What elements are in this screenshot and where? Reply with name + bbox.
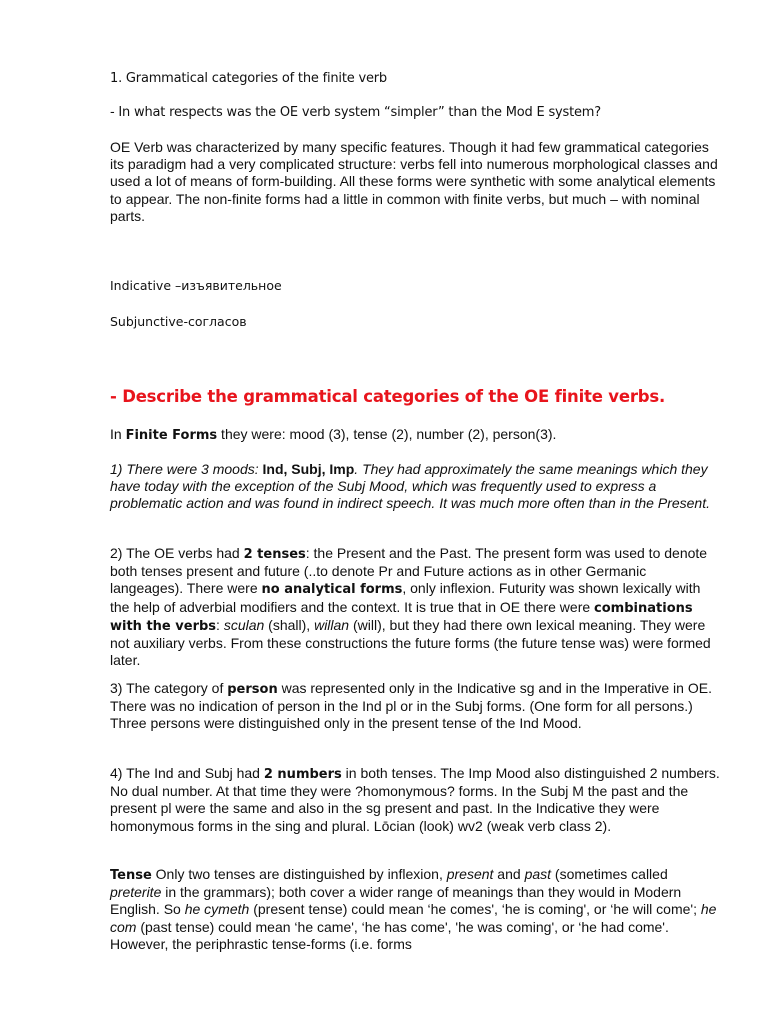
subjunctive-line: Subjunctive-согласов (110, 314, 247, 329)
section-heading: 1. Grammatical categories of the finite verb (110, 71, 387, 86)
no-analytical-forms-term: no analytical forms (261, 582, 403, 598)
tense-paragraph: Tense Only two tenses are distinguished by inflexion, present and past (sometimes called preterite in the grammars); both cover a wider range of meanings than they would in Modern English. So he cymeth (present tense) could mean ‘he comes', ‘he is coming', or ‘he will come'; he com (past tense) could mean ‘he came', ‘he has come', 'he was coming', or ‘he had come'. However, the periphrastic tense-forms (i.e. forms (110, 866, 717, 952)
two-numbers-term: 2 numbers (263, 767, 342, 782)
numbers-paragraph: 4) The Ind and Subj had 2 numbers in both tenses. The Imp Mood also distinguished 2 numbers. No dual number. At that time they were ?homonymous? forms. In the Subj M the past and the present pl were the same and also in the sg present and past. In the Indicative they were homonymous forms in the sing and plural. Lōcian (look) wv2 (weak verb class 2). (110, 765, 720, 834)
finite-forms-term: Finite Forms (125, 428, 218, 443)
finite-forms-line: In Finite Forms they were: mood (3), tense (2), number (2), person(3). (110, 426, 557, 443)
question-describe-heading: - Describe the grammatical categories of the OE finite verbs. (110, 387, 666, 406)
intro-paragraph: OE Verb was characterized by many specific features. Though it had few grammatical categories its paradigm had a very complicated structure: verbs fell into numerous morphological classes and used a lot of means of form-building. All these forms were synthetic with some analytical elements to appear. The non-finite forms had a little in common with finite verbs, but much – with nominal parts. (110, 139, 718, 224)
tenses-paragraph: 2) The OE verbs had 2 tenses: the Present and the Past. The present form was used to denote both tenses present and future (..to denote Pr and Future actions as in other Germanic langeages). There were no analytical forms, only inflexion. Futurity was shown lexically with the help of adverbial modifiers and the context. It is true that in OE there were combinations with the verbs: sculan (shall), willan (will), but they had there own lexical meaning. They were not auxiliary verbs. From these constructions the future forms (the future tense was) were formed later. (110, 545, 711, 669)
moods-paragraph: 1) There were 3 moods: Ind, Subj, Imp. They had approximately the same meanings which they have today with the exception of the Subj Mood, which was frequently used to express a problematic action and was found in indirect speech. It was much more often than in the Present. (110, 461, 710, 512)
sculan-word: sculan (223, 616, 265, 633)
indicative-line: Indicative –изъявительное (110, 278, 282, 293)
willan-word: willan (314, 616, 350, 633)
moods-list: Ind, Subj, Imp (262, 461, 355, 477)
combinations-term: combinations with the verbs (110, 600, 693, 634)
question-simpler: - In what respects was the OE verb system “simpler” than the Mod E system? (110, 105, 601, 120)
two-tenses-term: 2 tenses (243, 547, 306, 562)
person-paragraph: 3) The category of person was represented only in the Indicative sg and in the Imperative in OE. There was no indication of person in the Ind pl or in the Subj forms. (One form for all persons.) Three persons were distinguished only in the present tense of the Ind Mood. (110, 680, 712, 732)
tense-term: Tense (110, 868, 152, 883)
person-term: person (227, 682, 278, 697)
